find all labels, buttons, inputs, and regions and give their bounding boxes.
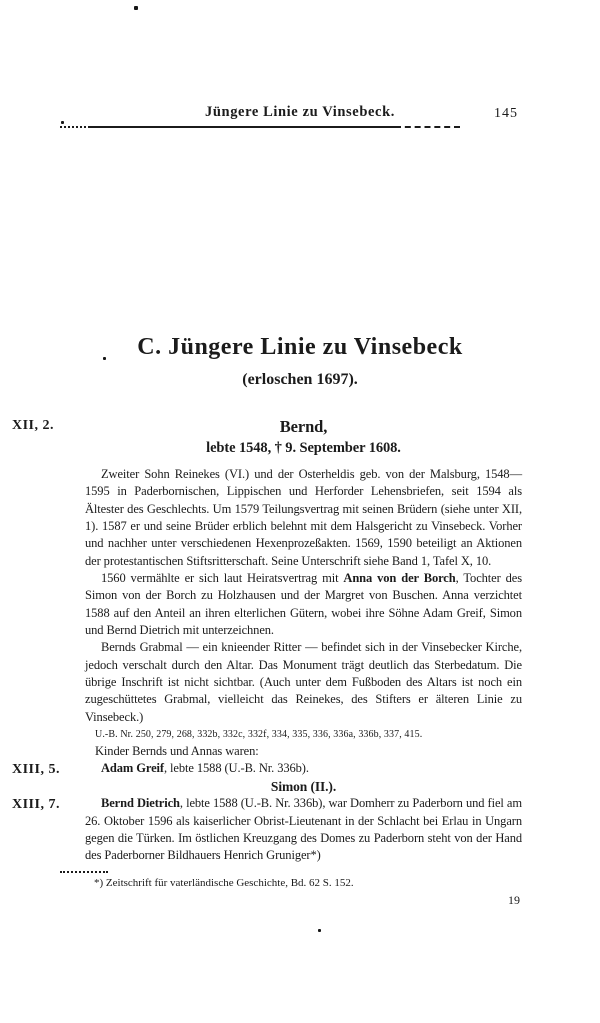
chapter-subtitle: (erloschen 1697). [242, 371, 358, 388]
entry-bernd-dietrich [12, 795, 522, 864]
signature-mark: 19 [508, 893, 520, 907]
page-number: 145 [494, 106, 518, 121]
margin-label-xii-2: XII, 2. [12, 418, 55, 433]
footnote: *) Zeitschrift für vaterländische Geschichte, Bd. 62 S. 152. [94, 877, 354, 889]
scan-artifact-dot [134, 6, 138, 10]
paragraph-grabmal: Bernds Grabmal — ein knieender Ritter — befindet sich in der Vinsebecker Kirche, jedoch verschalt durch den Altar. Das Monument trägt deutlich das Sterbedatum. Die übrige Inschrift ist nicht sichtbar. (Auch unter dem Fußboden des Altars ist noch ein zugeschüttetes Grabmal, vielleicht das Reinekes, des Stifters er älteren Linie zu Vinsebeck.) [85, 640, 522, 724]
children-intro: Kinder Bernds und Annas waren: [95, 744, 259, 759]
footnote-separator [60, 871, 108, 873]
header-rule [90, 126, 395, 128]
header-rule-right [395, 126, 460, 128]
margin-label-xiii-7: XIII, 7. [12, 797, 60, 813]
header-rule-left [60, 126, 90, 128]
entry-bernd-heading: Bernd, [279, 417, 328, 436]
entry-adam-greif [12, 760, 522, 778]
running-title: Jüngere Linie zu Vinsebeck. [205, 104, 395, 120]
paragraph-marriage: 1560 vermählte er sich laut Heiratsvertrag mit Anna von der Borch, Tochter des Simon von der Borch zu Holzhausen und der Margret von Buschen. Anna verzichtet 1588 auf den Anteil an ihren elterlichen Gütern, wobei ihre Söhne Adam Greif, Simon und Bernd Dietrich mit unterzeichnen. [85, 571, 522, 638]
paragraph-bernd-dietrich: Bernd Dietrich, lebte 1588 (U.-B. Nr. 336b), war Domherr zu Paderborn und fiel am 26. Oktober 1596 als kaiserlicher Obrist-Lieutenant in der Schlacht bei Erlau in Ungarn gegen die Türken. Im östlichen Kreuzgang des Domes zu Paderborn steht von der Hand des Paderborner Bildhauers Henrich Gruniger*) [85, 796, 522, 863]
text-column [12, 416, 522, 865]
heading-simon: Simon (II.). [270, 778, 337, 794]
scan-artifact-dot [61, 121, 64, 124]
references-line: U.-B. Nr. 250, 279, 268, 332b, 332c, 332f, 334, 335, 336, 336a, 336b, 337, 415. [95, 729, 423, 741]
child-line-adam-greif: Adam Greif, lebte 1588 (U.-B. Nr. 336b). [101, 761, 309, 776]
entry-bernd [12, 416, 522, 760]
margin-label-xiii-5: XIII, 5. [12, 762, 60, 778]
scan-artifact-dot [318, 929, 321, 932]
paragraph-biography: Zweiter Sohn Reinekes (VI.) und der Osterheldis geb. von der Malsburg, 1548—1595 in Paderbornischen, Lippischen und Herforder Lehensbriefen, seit 1594 als Ältester des Geschlechts. Um 1579 Teilungsvertrag mit seinen Brüdern (siehe unter XII, 1). 1587 er und seine Brüder erblich belehnt mit dem Halsgericht zu Vinsebeck. Vorher und nachher unter verschiedenen Hexenprozeßakten. 1569, 1590 beteiligt an Aktionen der protestantischen Stiftsritterschaft. Seine Unterschrift siehe Band 1, Tafel X, 10. [85, 467, 522, 568]
chapter-title: C. Jüngere Linie zu Vinsebeck [137, 334, 463, 360]
entry-bernd-dates: lebte 1548, † 9. September 1608. [206, 440, 401, 456]
